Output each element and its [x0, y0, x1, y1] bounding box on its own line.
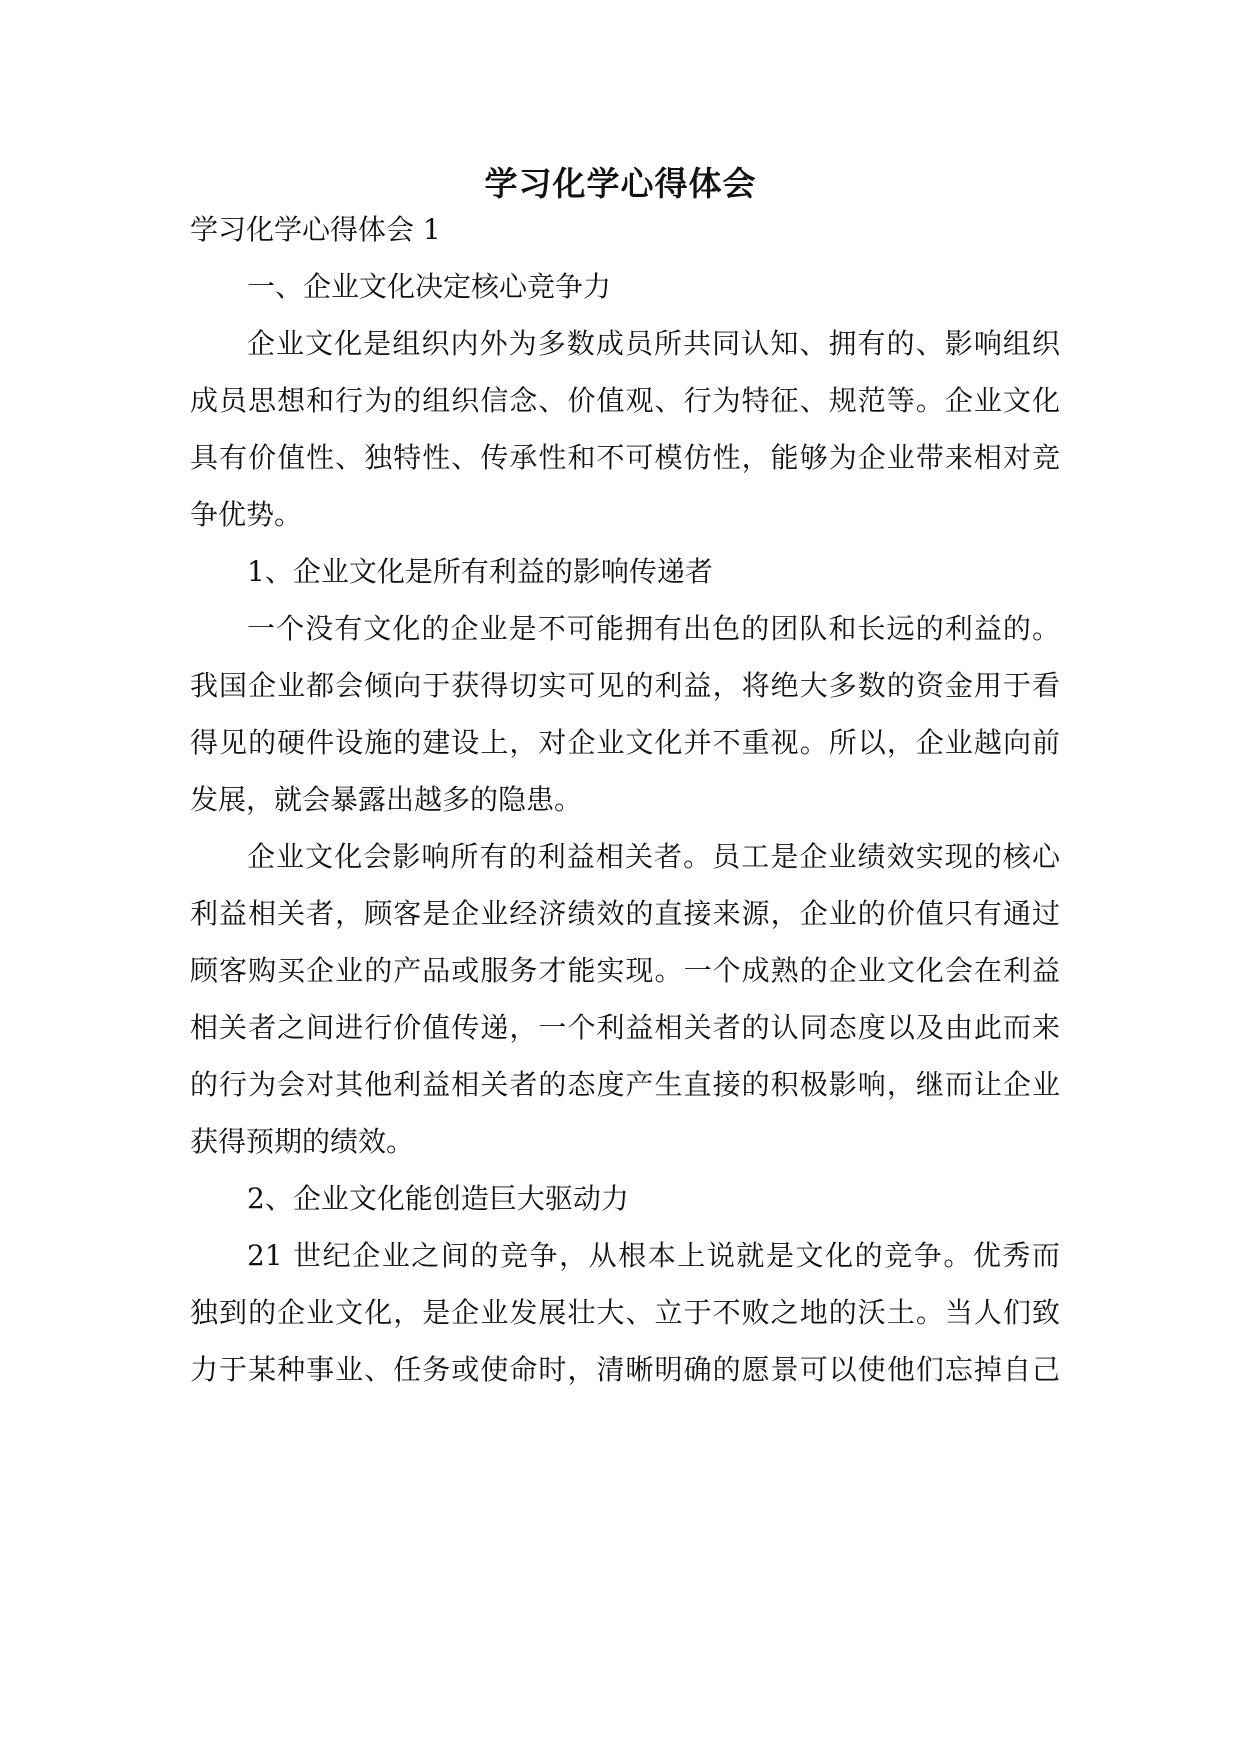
paragraph-line: 具有价值性、独特性、传承性和不可模仿性，能够为企业带来相对竞: [190, 441, 1060, 474]
paragraph-line: 相关者之间进行价值传递，一个利益相关者的认同态度以及由此而来: [190, 1011, 1060, 1044]
paragraph-line: 我国企业都会倾向于获得切实可见的利益，将绝大多数的资金用于看: [190, 669, 1060, 702]
paragraph-line: 企业文化会影响所有的利益相关者。员工是企业绩效实现的核心: [247, 840, 1060, 873]
section-heading: 一、企业文化决定核心竞争力: [247, 270, 612, 303]
paragraph-line: 企业文化是组织内外为多数成员所共同认知、拥有的、影响组织: [247, 327, 1060, 360]
subtitle-line: 学习化学心得体会 1: [190, 213, 441, 246]
paragraph-line: 获得预期的绩效。: [190, 1125, 415, 1158]
paragraph-line: 发展，就会暴露出越多的隐患。: [190, 783, 583, 816]
paragraph-line: 一个没有文化的企业是不可能拥有出色的团队和长远的利益的。: [247, 612, 1060, 645]
paragraph-line: 成员思想和行为的组织信念、价值观、行为特征、规范等。企业文化: [190, 384, 1060, 417]
paragraph-line: 独到的企业文化，是企业发展壮大、立于不败之地的沃土。当人们致: [190, 1296, 1060, 1329]
paragraph-line: 21 世纪企业之间的竞争，从根本上说就是文化的竞争。优秀而: [247, 1239, 1060, 1272]
paragraph-line: 的行为会对其他利益相关者的态度产生直接的积极影响，继而让企业: [190, 1068, 1060, 1101]
paragraph-line: 争优势。: [190, 498, 303, 531]
paragraph-line: 得见的硬件设施的建设上，对企业文化并不重视。所以，企业越向前: [190, 726, 1060, 759]
subsection-heading: 1、企业文化是所有利益的影响传递者: [247, 555, 713, 588]
paragraph-line: 顾客购买企业的产品或服务才能实现。一个成熟的企业文化会在利益: [190, 954, 1060, 987]
paragraph-line: 力于某种事业、任务或使命时，清晰明确的愿景可以使他们忘掉自己: [190, 1353, 1060, 1386]
paragraph-line: 利益相关者，顾客是企业经济绩效的直接来源，企业的价值只有通过: [190, 897, 1060, 930]
subsection-heading: 2、企业文化能创造巨大驱动力: [247, 1182, 629, 1215]
document-title: 学习化学心得体会: [484, 164, 757, 203]
